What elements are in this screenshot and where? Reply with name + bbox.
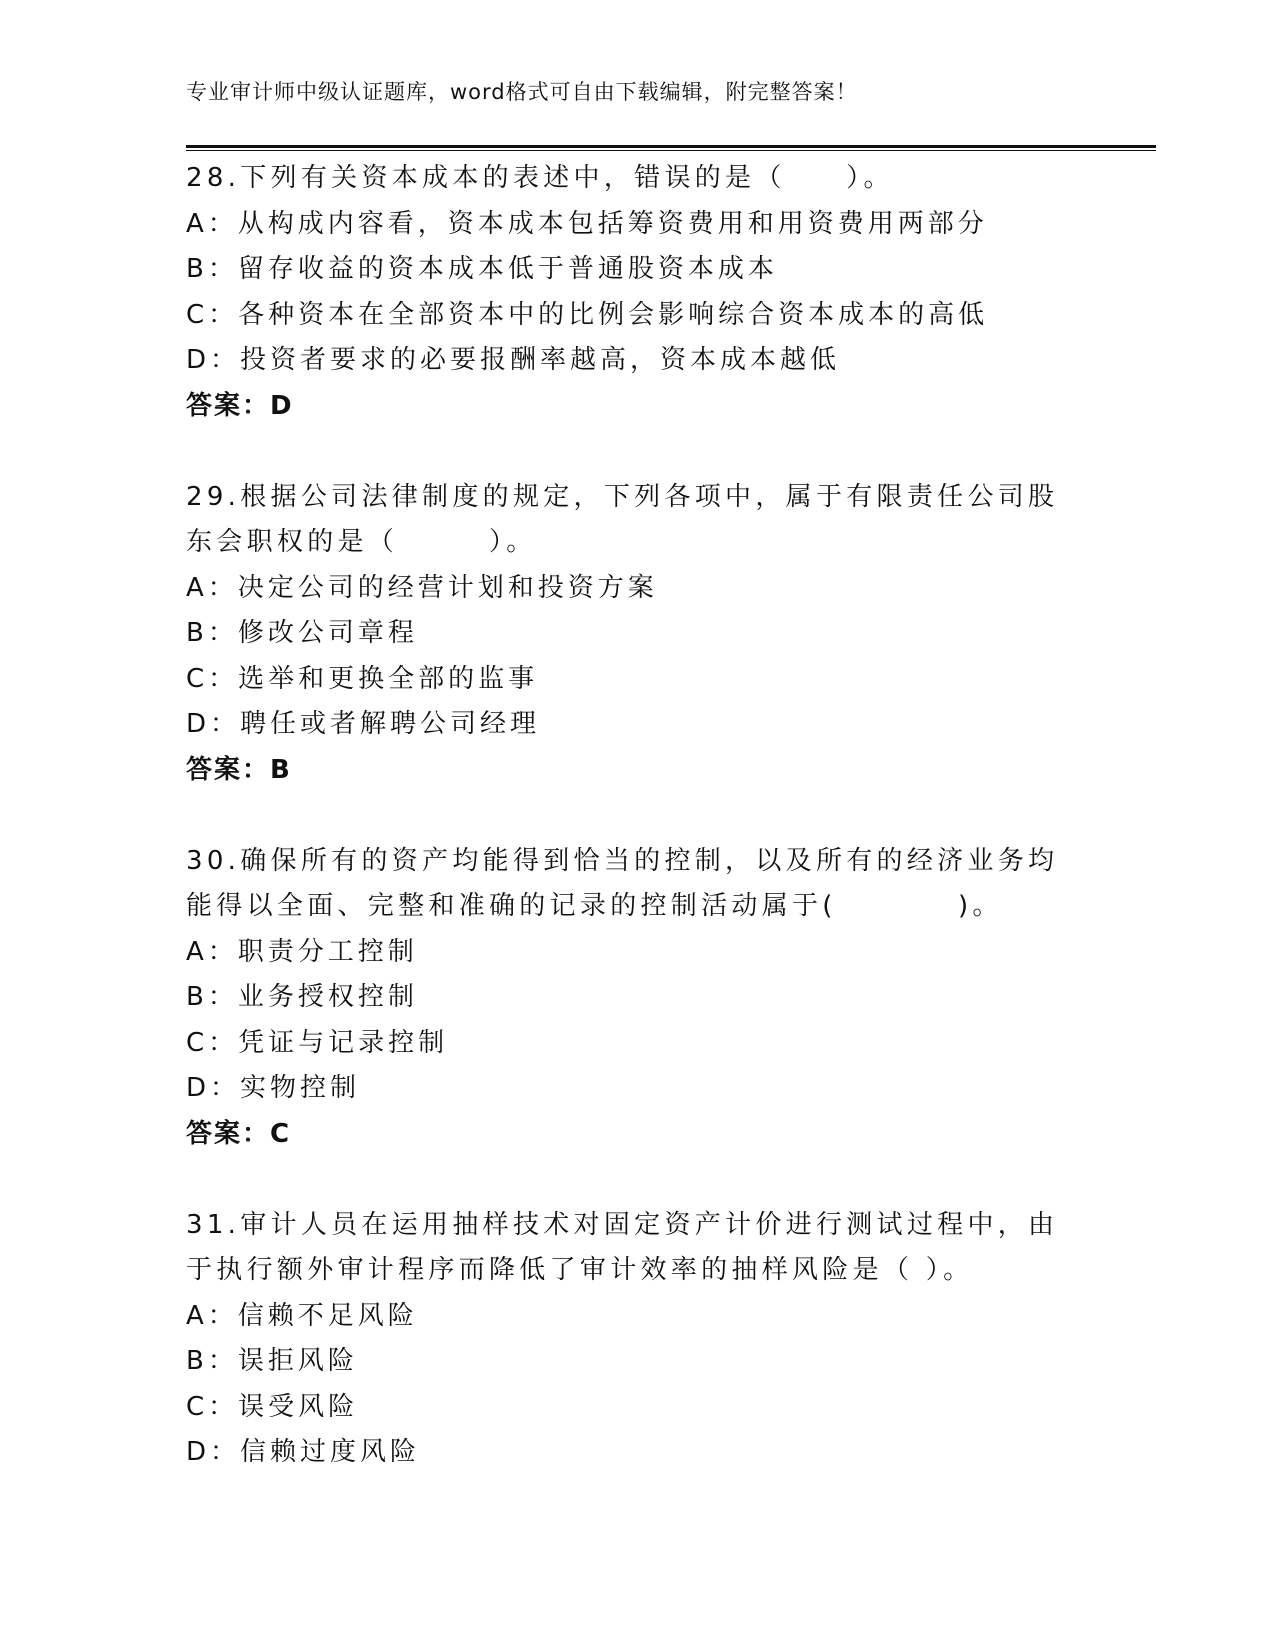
question-stem: 29.根据公司法律制度的规定，下列各项中，属于有限责任公司股东会职权的是（ ）。 [186,481,1059,557]
question-stem: 31.审计人员在运用抽样技术对固定资产计价进行测试过程中，由于执行额外审计程序而降低了审计效率的抽样风险是（ ）。 [186,1209,1059,1285]
question-29 [186,475,1086,794]
option-a: A：信赖不足风险 [186,1300,418,1331]
page-header: 专业审计师中级认证题库，word格式可自由下载编辑，附完整答案！ [186,80,858,104]
spacer [186,1157,1086,1203]
option-d: D：实物控制 [186,1073,361,1103]
option-b: B：修改公司章程 [186,618,418,648]
question-28 [186,156,1086,429]
option-c: C：选举和更换全部的监事 [186,663,539,694]
question-stem: 30.确保所有的资产均能得到恰当的控制，以及所有的经济业务均能得以全面、完整和准确的记录的控制活动属于( )。 [186,845,1059,921]
answer: 答案：B [186,754,292,785]
option-b: B：误拒风险 [186,1346,358,1376]
spacer [186,793,1086,839]
question-31 [186,1203,1086,1476]
header-divider [186,145,1156,151]
option-a: A：决定公司的经营计划和投资方案 [186,572,658,603]
question-list [186,156,1086,1476]
question-stem: 28.下列有关资本成本的表述中，错误的是（ ）。 [186,163,894,193]
option-b: B：留存收益的资本成本低于普通股资本成本 [186,254,778,284]
option-c: C：各种资本在全部资本中的比例会影响综合资本成本的高低 [186,299,989,330]
spacer [186,429,1086,475]
question-30 [186,839,1086,1158]
option-d: D：聘任或者解聘公司经理 [186,709,541,739]
option-d: D：信赖过度风险 [186,1437,421,1467]
option-c: C：凭证与记录控制 [186,1027,449,1058]
option-a: A：职责分工控制 [186,936,418,967]
option-a: A：从构成内容看，资本成本包括筹资费用和用资费用两部分 [186,208,988,239]
option-c: C：误受风险 [186,1391,359,1422]
option-b: B：业务授权控制 [186,982,418,1012]
option-d: D：投资者要求的必要报酬率越高，资本成本越低 [186,345,841,375]
answer: 答案：C [186,1118,292,1149]
answer: 答案：D [186,390,294,421]
